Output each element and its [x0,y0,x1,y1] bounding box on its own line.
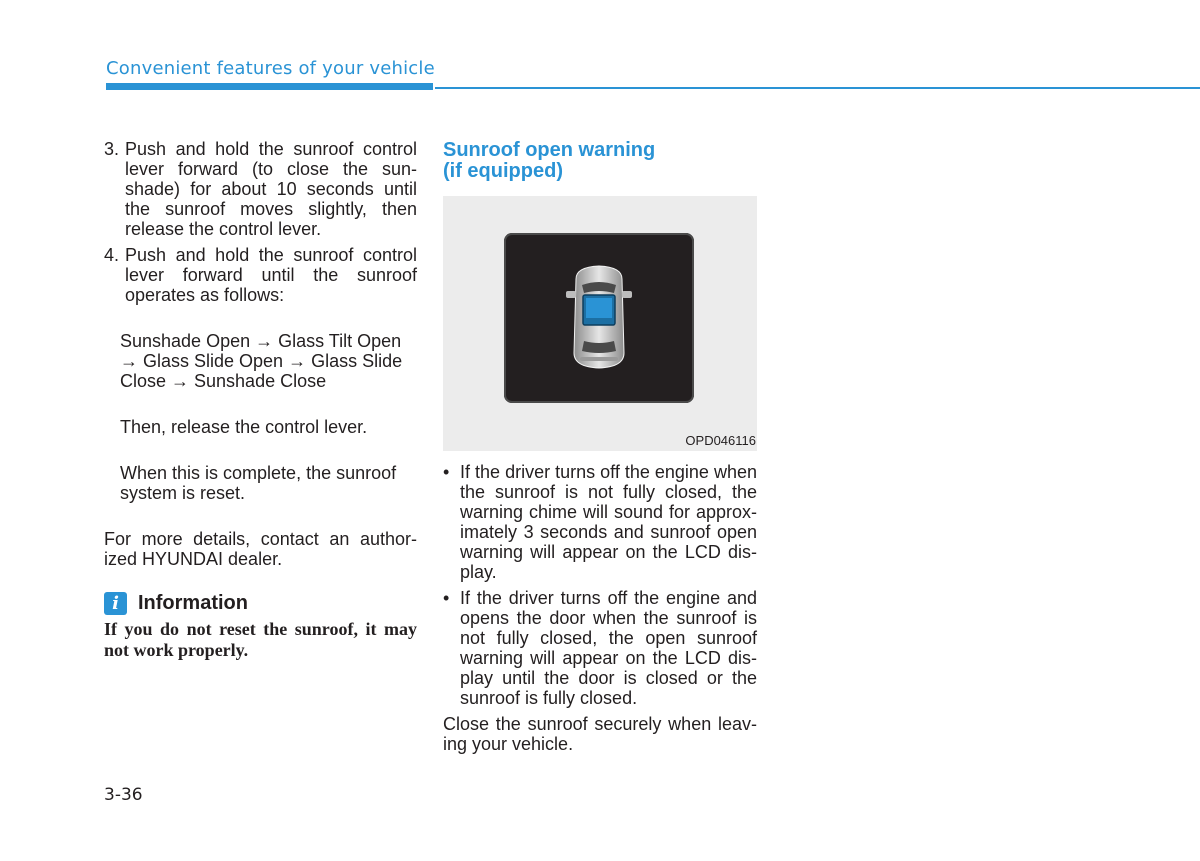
step-3 [104,139,417,239]
bullet-dot: • [443,462,450,482]
information-body: If you do not reset the sunroof, it may not work properly. [104,619,417,660]
step-text: Push and hold the sunroof control lever forward (to close the sun-shade) for about 10 seconds until the sunroof moves slightly, then release the control lever. [125,139,417,239]
closing-note: Close the sunroof securely when leav-ing your vehicle. [443,714,757,754]
section-title [443,140,757,182]
information-header [104,591,417,615]
section-title-line-2: (if equipped) [443,160,563,182]
header-rule-thin [435,87,1200,89]
page-number: 3-36 [104,785,143,805]
right-column [443,139,757,754]
step-4 [104,245,417,305]
bullet-text: If the driver turns off the engine when the sunroof is not fully closed, the warning chime will sound for approx-imately 3 seconds and sunroof open warning will appear on the LCD dis-play. [460,462,757,582]
bullet-item [443,462,757,582]
car-sunroof-open-icon [504,233,694,403]
bullet-item [443,588,757,708]
operation-sequence: Sunshade Open → Glass Tilt Open → Glass Slide Open → Glass Slide Close → Sunshade Close [120,331,403,391]
section-title-line-1: Sunroof open warning [443,139,656,161]
bullet-text: If the driver turns off the engine and opens the door when the sunroof is not fully closed, the open sunroof warning will appear on the LCD dis-play until the door is closed or the sunroof is fully closed. [460,588,757,708]
reset-complete-note: When this is complete, the sunroof system is reset. [120,463,397,503]
step-text: Push and hold the sunroof control lever forward until the sunroof operates as follows: [125,245,417,305]
step-number: 3. [104,139,120,159]
bullet-dot: • [443,588,450,608]
info-icon: i [104,592,127,615]
release-instruction: Then, release the control lever. [120,417,368,437]
warning-figure [443,196,757,451]
running-header-title: Convenient features of your vehicle [106,58,435,79]
step-number: 4. [104,245,120,265]
dealer-note: For more details, contact an author-ized HYUNDAI dealer. [104,529,417,569]
header-rule-thick [106,83,433,90]
information-title: Information [138,592,248,614]
left-column [104,139,417,661]
figure-code: OPD046116 [685,433,756,448]
lcd-display [504,233,694,403]
